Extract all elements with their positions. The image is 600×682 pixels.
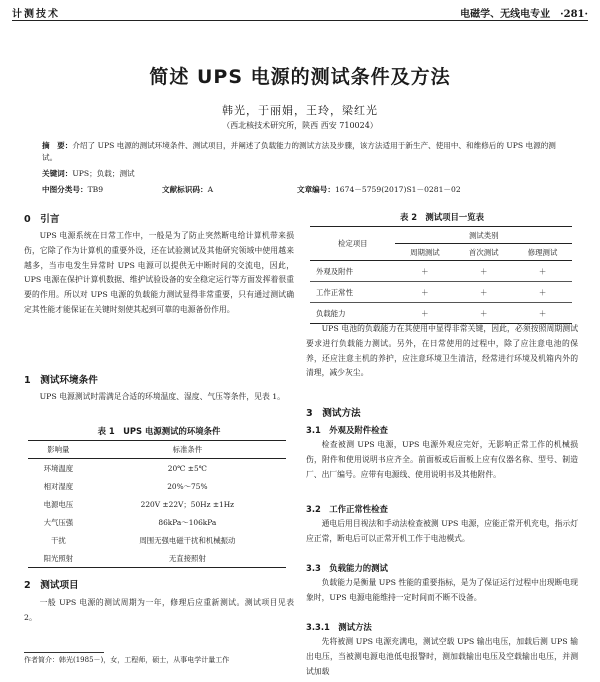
section-3-1-heading: 3.1 外观及附件检查 (306, 425, 388, 435)
clc-label: 中图分类号： (42, 185, 88, 194)
clc-value: TB9 (87, 185, 104, 194)
table-row: 环境温度 20℃ ±5℃ (43, 463, 207, 473)
section-1-heading: 1 测试环境条件 (24, 375, 98, 386)
table-row: 大气压强 86kPa～106kPa (43, 517, 217, 527)
footnote-rule (24, 652, 104, 653)
table-2-header: 周期测试 (395, 244, 454, 261)
journal-page-header: 电磁学、无线电专业 ·281· (460, 9, 588, 20)
affiliation: （西北核技术研究所，陕西 西安 710024） (222, 121, 378, 130)
author-footnote: 作者简介：韩光(1985－)，女，工程师，硕士，从事电学计量工作 (24, 656, 230, 664)
section-3-3-1-heading: 3.3.1 测试方法 (306, 622, 372, 632)
abstract-text: 介绍了 UPS 电源的测试环境条件、测试项目，并阐述了负载能力的测试方法及步骤，该方法适用于新生产、使用中、和维修后的 UPS 电源的测试。 (42, 141, 556, 162)
keywords-text: UPS；负载；测试 (72, 169, 135, 178)
table-1-header: 影响量 (28, 441, 89, 459)
table-2-rowhead: 检定项目 (310, 227, 395, 261)
article-value: 1674－5759(2017)S1－0281－02 (334, 185, 461, 194)
table-1-caption: 表 1 UPS 电源测试的环境条件 (97, 426, 221, 436)
section-0-body: UPS 电源系统在日常工作中，一般是为了防止突然断电给计算机带来损伤，它除了作为计算机的重要外设，还在试验测试及其他研究领域中使用越来越多，当市电发生异常时 UPS 电源可以提供无中断时间的交流电，因此，UPS 电源在保护计算机数据、维护试验设备的安全稳定运行等方面发挥着很重要的作用。所以对 UPS 电源的负载能力测试显得非常重要，只有通过测试确定其性能才能保证在关键时刻使其起到可靠的电源备份作用。 (24, 231, 294, 314)
table-row: 工作正常性 ＋ ＋ ＋ (310, 282, 572, 303)
section-0-heading: 0 引言 (24, 214, 60, 225)
table-2-header: 修理测试 (513, 244, 572, 261)
section-2-body: 一般 UPS 电源的测试周期为一年，修理后应重新测试。测试项目见表 2。 (24, 598, 294, 622)
journal-section-header: 计测技术 (12, 9, 60, 20)
table-2-group-header: 测试类别 (468, 230, 499, 240)
abstract-label: 摘 要： (42, 141, 73, 150)
table-row: 阳光照射 无直接照射 (43, 553, 206, 563)
paragraph-battery: UPS 电池的负载能力在其使用中显得非常关键，因此，必须按照周期测试要求进行负载能力测试。另外，在日常使用的过程中，除了应注意电池的保养，还应注意主机的养护，应注意环境卫生清洁，经常进行环境及机箱内外的清理，减少灰尘。 (306, 324, 578, 378)
table-1-header: 标准条件 (89, 441, 286, 459)
table-row: 电源电压 220V ±22V；50Hz ±1Hz (43, 499, 235, 509)
article-label: 文章编号： (297, 185, 335, 194)
table-row: 干扰 周围无强电磁干扰和机械振动 (50, 535, 236, 545)
section-3-3-body: 负载能力是衡量 UPS 性能的重要指标，是为了保证运行过程中出现断电现象时，UPS 电源电能维持一定时间而不断不设备。 (306, 578, 578, 602)
section-3-2-body: 通电后用目视法和手动法检查被测 UPS 电源，应能正常开机充电，指示灯应正常，断电后可以正常开机工作于电池模式。 (306, 519, 578, 543)
table-row: 相对湿度 20%～75% (43, 481, 208, 491)
section-3-3-1-body: 先将被测 UPS 电源充满电，测试空载 UPS 输出电压，加载后测 UPS 输出电压，当被测电源电池低电报警时，测加载输出电压及空载输出电压，并测试加载 (306, 637, 578, 676)
table-1 (28, 440, 286, 568)
keywords-label: 关键词： (42, 169, 73, 178)
authors: 韩光，于丽娟，王玲，梁红光 (222, 104, 378, 117)
section-3-heading: 3 测试方法 (306, 408, 361, 419)
doc-value: A (207, 185, 214, 194)
paper-title: 简述 UPS 电源的测试条件及方法 (149, 66, 451, 88)
abstract (42, 140, 564, 164)
keywords (42, 168, 135, 179)
table-2-caption: 表 2 测试项目一览表 (399, 212, 485, 222)
section-3-3-heading: 3.3 负载能力的测试 (306, 563, 388, 573)
section-3-1-body: 检查被测 UPS 电源，UPS 电源外观应完好，无影响正常工作的机械损伤，附件和使用说明书应齐全。前面板或后面板上应有仪器名称、型号、制造厂、出厂编号。应带有电源线、使用说明书及其他附件。 (306, 440, 578, 479)
header-rule (12, 20, 588, 21)
table-2-header: 首次测试 (454, 244, 513, 261)
table-2 (310, 226, 572, 324)
section-1-body: UPS 电源测试时需满足合适的环境温度、湿度、气压等条件，见表 1。 (39, 392, 285, 401)
section-2-heading: 2 测试项目 (24, 580, 79, 591)
doc-label: 文献标识码： (162, 185, 208, 194)
section-3-2-heading: 3.2 工作正常性检查 (306, 504, 388, 514)
table-row: 外观及附件 ＋ ＋ ＋ (310, 261, 572, 282)
table-row: 负载能力 ＋ ＋ ＋ (316, 308, 547, 318)
